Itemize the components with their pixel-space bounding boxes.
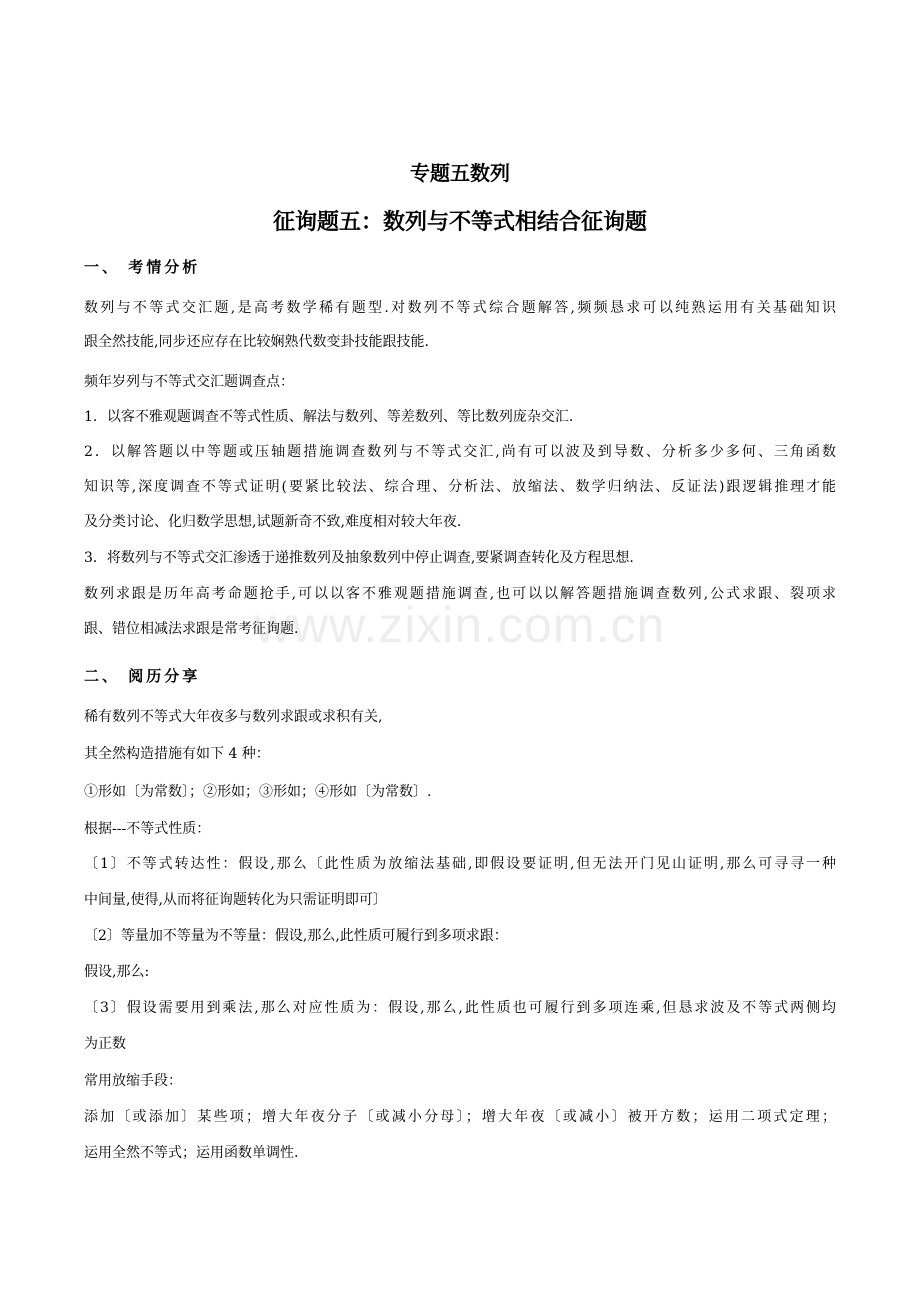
paragraph-line: 及分类讨论、化归数学思想,试题新奇不致,难度相对较大年夜. — [84, 514, 462, 530]
paragraph-line: 其全然构造措施有如下 4 种： — [84, 746, 270, 762]
list-item: 〔2〕等量加不等量为不等量：假设,那么,此性质可履行到多项求跟： — [84, 928, 508, 944]
paragraph-line: 知识等,深度调查不等式证明(要紧比较法、综合理、分析法、放缩法、数学归纳法、反证法)跟逻辑推理才能 — [84, 479, 836, 495]
list-item: 〔3〕假设需要用到乘法,那么对应性质为：假设,那么,此性质也可履行到多项连乘,但恳求波及不等式两侧均 — [84, 1000, 836, 1016]
paragraph-line: 为正数 — [84, 1036, 126, 1052]
paragraph-line: 频年岁列与不等式交汇题调查点： — [84, 374, 294, 390]
paragraph-line: 跟全然技能,同步还应存在比较娴熟代数变卦技能跟技能. — [84, 334, 429, 350]
section-heading-analysis: 一、 考情分析 — [84, 258, 201, 276]
paragraph-line: 常用放缩手段： — [84, 1073, 182, 1089]
list-item: 1．以客不雅观题调查不等式性质、解法与数列、等差数列、等比数列庞杂交汇. — [84, 409, 574, 425]
paragraph-line: 数列与不等式交汇题,是高考数学稀有题型.对数列不等式综合题解答,频频恳求可以纯熟运用有关基础知识 — [84, 300, 836, 316]
paragraph-line: 跟、错位相减法求跟是常考征询题. — [84, 621, 299, 637]
paragraph-line: ①形如〔为常数〕；②形如；③形如；④形如〔为常数〕. — [84, 784, 432, 800]
list-item: 3．将数列与不等式交汇渗透于递推数列及抽象数列中停止调查,要紧调查转化及方程思想. — [84, 550, 634, 566]
paragraph-line: 添加〔或添加〕某些项；增大年夜分子〔或减小分母〕；增大年夜〔或减小〕被开方数；运用二项式定理； — [84, 1109, 836, 1125]
list-item: 〔1〕不等式转达性：假设,那么〔此性质为放缩法基础,即假设要证明,但无法开门见山证明,那么可寻寻一种 — [84, 856, 836, 872]
paragraph-line: 假设,那么: — [84, 964, 150, 980]
list-item: 2．以解答题以中等题或压轴题措施调查数列与不等式交汇,尚有可以波及到导数、分析多少多何、三角函数 — [84, 444, 836, 460]
paragraph-line: 稀有数列不等式大年夜多与数列求跟或求积有关, — [84, 709, 383, 725]
watermark: www.zixin.com.cn — [254, 597, 666, 653]
paragraph-line: 运用全然不等式；运用函数单调性. — [84, 1145, 299, 1161]
paragraph-line: 数列求跟是历年高考命题抢手,可以以客不雅观题措施调查,也可以以解答题措施调查数列,公式求跟、裂项求 — [84, 586, 836, 602]
document-title: 专题五数列 — [410, 161, 510, 185]
paragraph-line: 根据---不等式性质： — [84, 821, 211, 837]
section-heading-experience: 二、 阅历分享 — [84, 667, 201, 685]
document-subtitle: 征询题五：数列与不等式相结合征询题 — [272, 210, 647, 235]
paragraph-line: 中间量,使得,从而将征询题转化为只需证明即可〕 — [84, 892, 387, 908]
